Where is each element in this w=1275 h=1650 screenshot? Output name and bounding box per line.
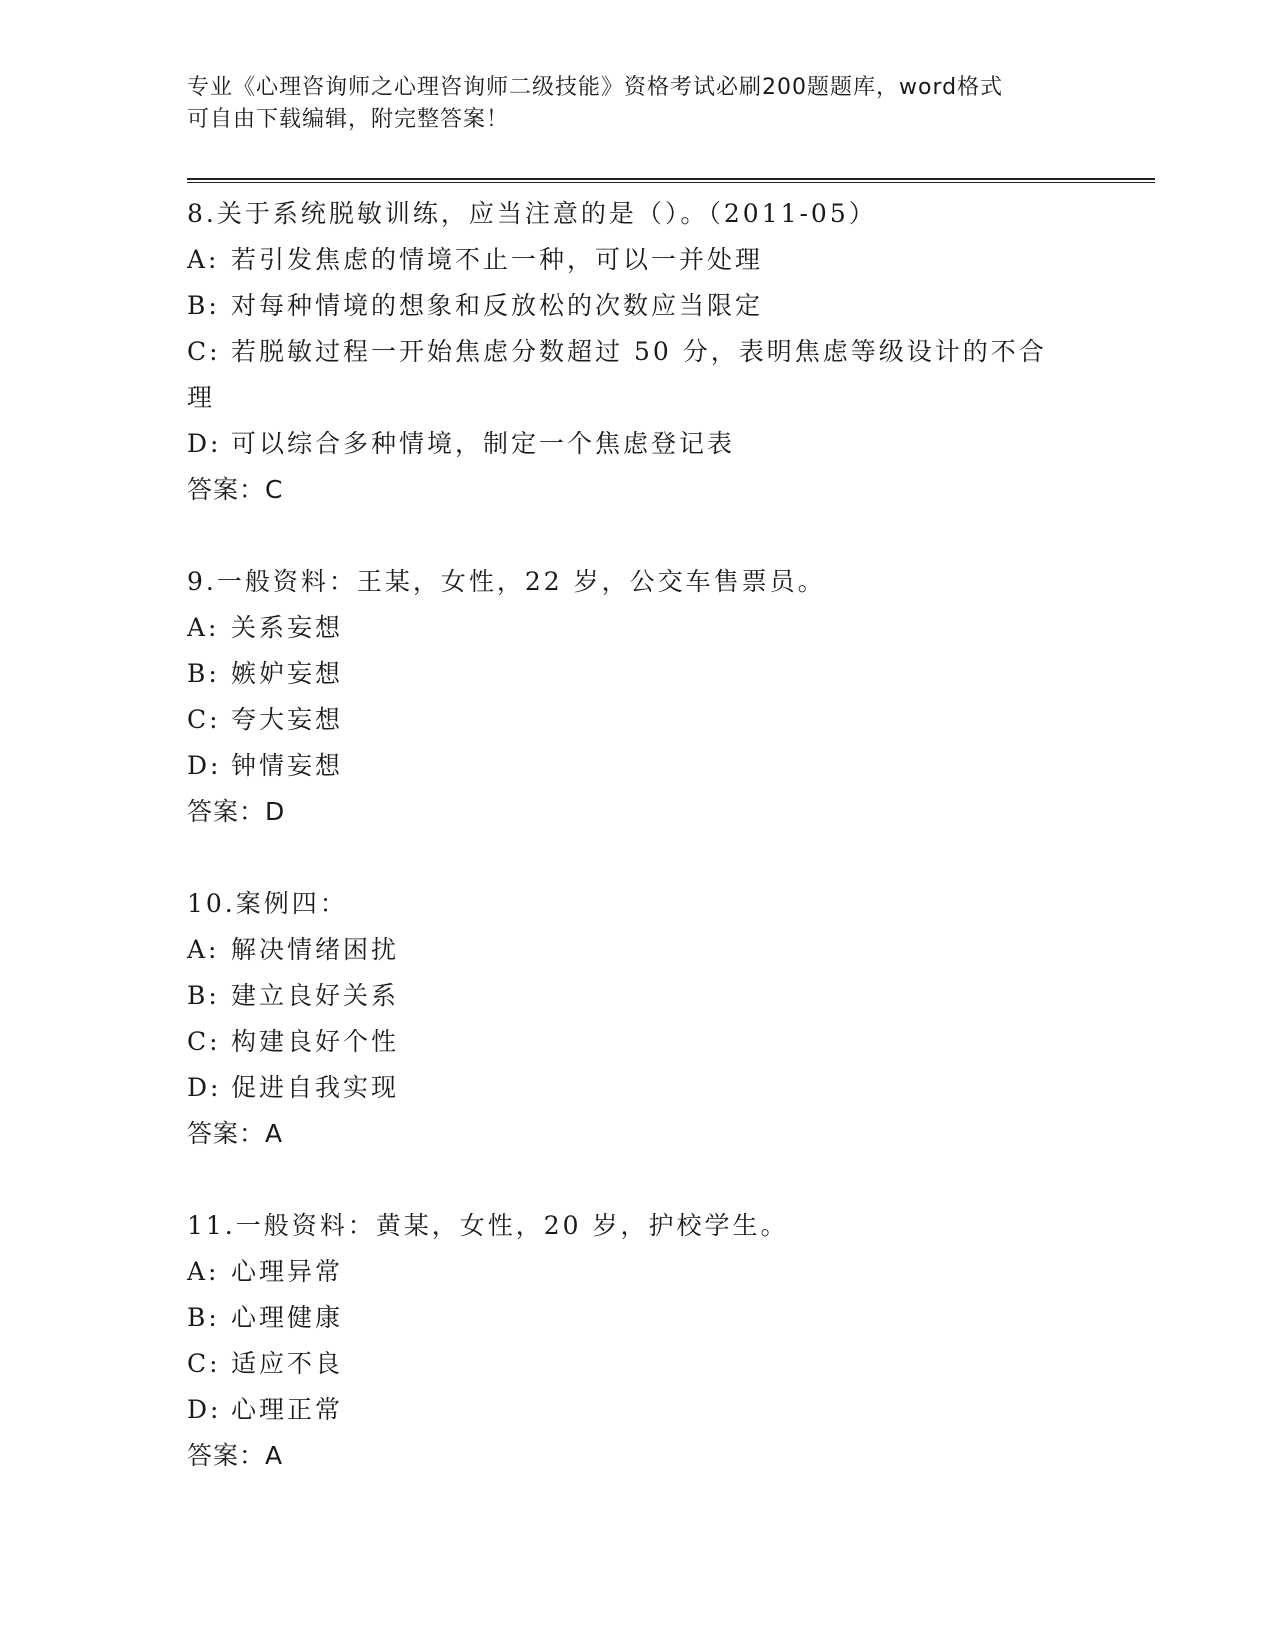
- option-b: [187, 1295, 1087, 1341]
- option-letter: B:: [187, 981, 220, 1010]
- option-text: 促进自我实现: [231, 1073, 400, 1102]
- question-item: [187, 881, 1087, 1157]
- option-text: 适应不良: [231, 1349, 344, 1378]
- question-list: [187, 191, 1087, 1525]
- option-letter: A:: [187, 1257, 220, 1286]
- option-letter: C:: [187, 1027, 221, 1056]
- option-c: [187, 1341, 1087, 1387]
- answer-line: 答案：A: [187, 1441, 284, 1470]
- document-header: [187, 72, 1087, 136]
- option-letter: D:: [187, 429, 222, 458]
- option-text: 心理正常: [231, 1395, 344, 1424]
- option-b: [187, 973, 1087, 1019]
- answer-line: 答案：D: [187, 797, 286, 826]
- answer-line: 答案：A: [187, 1119, 284, 1148]
- option-d: [187, 743, 1087, 789]
- option-b: [187, 283, 1087, 329]
- option-a: [187, 237, 1087, 283]
- option-d: [187, 421, 1087, 467]
- question-stem: 10.案例四：: [187, 889, 348, 918]
- option-text: 可以综合多种情境，制定一个焦虑登记表: [231, 429, 736, 458]
- option-a: [187, 605, 1087, 651]
- option-letter: B:: [187, 291, 220, 320]
- option-d: [187, 1065, 1087, 1111]
- option-text-continued: 理: [187, 383, 216, 412]
- header-divider: [187, 178, 1155, 183]
- option-text: 心理健康: [231, 1303, 344, 1332]
- option-letter: D:: [187, 1073, 222, 1102]
- question-item: [187, 1203, 1087, 1479]
- option-letter: B:: [187, 1303, 220, 1332]
- option-letter: D:: [187, 1395, 222, 1424]
- header-line-2: 可自由下载编辑，附完整答案！: [187, 107, 510, 132]
- option-text: 若引发焦虑的情境不止一种，可以一并处理: [231, 245, 764, 274]
- answer-line: 答案：C: [187, 475, 284, 504]
- option-letter: B:: [187, 659, 220, 688]
- option-c: [187, 697, 1087, 743]
- option-letter: C:: [187, 1349, 221, 1378]
- header-line-1: 专业《心理咨询师之心理咨询师二级技能》资格考试必刷200题题库，word格式: [187, 75, 1004, 100]
- option-d: [187, 1387, 1087, 1433]
- option-c: [187, 1019, 1087, 1065]
- option-text: 心理异常: [231, 1257, 344, 1286]
- option-text: 构建良好个性: [231, 1027, 400, 1056]
- option-text: 钟情妄想: [231, 751, 344, 780]
- option-text: 关系妄想: [231, 613, 344, 642]
- question-item: [187, 559, 1087, 835]
- option-letter: A:: [187, 935, 220, 964]
- option-letter: C:: [187, 337, 221, 366]
- option-letter: A:: [187, 613, 220, 642]
- option-text: 对每种情境的想象和反放松的次数应当限定: [231, 291, 764, 320]
- question-stem: 11.一般资料：黄某，女性，20 岁，护校学生。: [187, 1211, 789, 1240]
- option-text: 建立良好关系: [231, 981, 400, 1010]
- option-text: 解决情绪困扰: [231, 935, 400, 964]
- option-text: 夸大妄想: [231, 705, 344, 734]
- option-b: [187, 651, 1087, 697]
- question-stem: 8.关于系统脱敏训练，应当注意的是（）。（2011-05）: [187, 199, 877, 228]
- option-c: [187, 329, 1087, 375]
- option-text: 嫉妒妄想: [231, 659, 344, 688]
- question-item: [187, 191, 1087, 513]
- option-letter: A:: [187, 245, 220, 274]
- option-a: [187, 927, 1087, 973]
- option-a: [187, 1249, 1087, 1295]
- option-text: 若脱敏过程一开始焦虑分数超过 50 分，表明焦虑等级设计的不合: [231, 337, 1047, 366]
- question-stem: 9.一般资料：王某，女性，22 岁，公交车售票员。: [187, 567, 826, 596]
- option-letter: D:: [187, 751, 222, 780]
- option-letter: C:: [187, 705, 221, 734]
